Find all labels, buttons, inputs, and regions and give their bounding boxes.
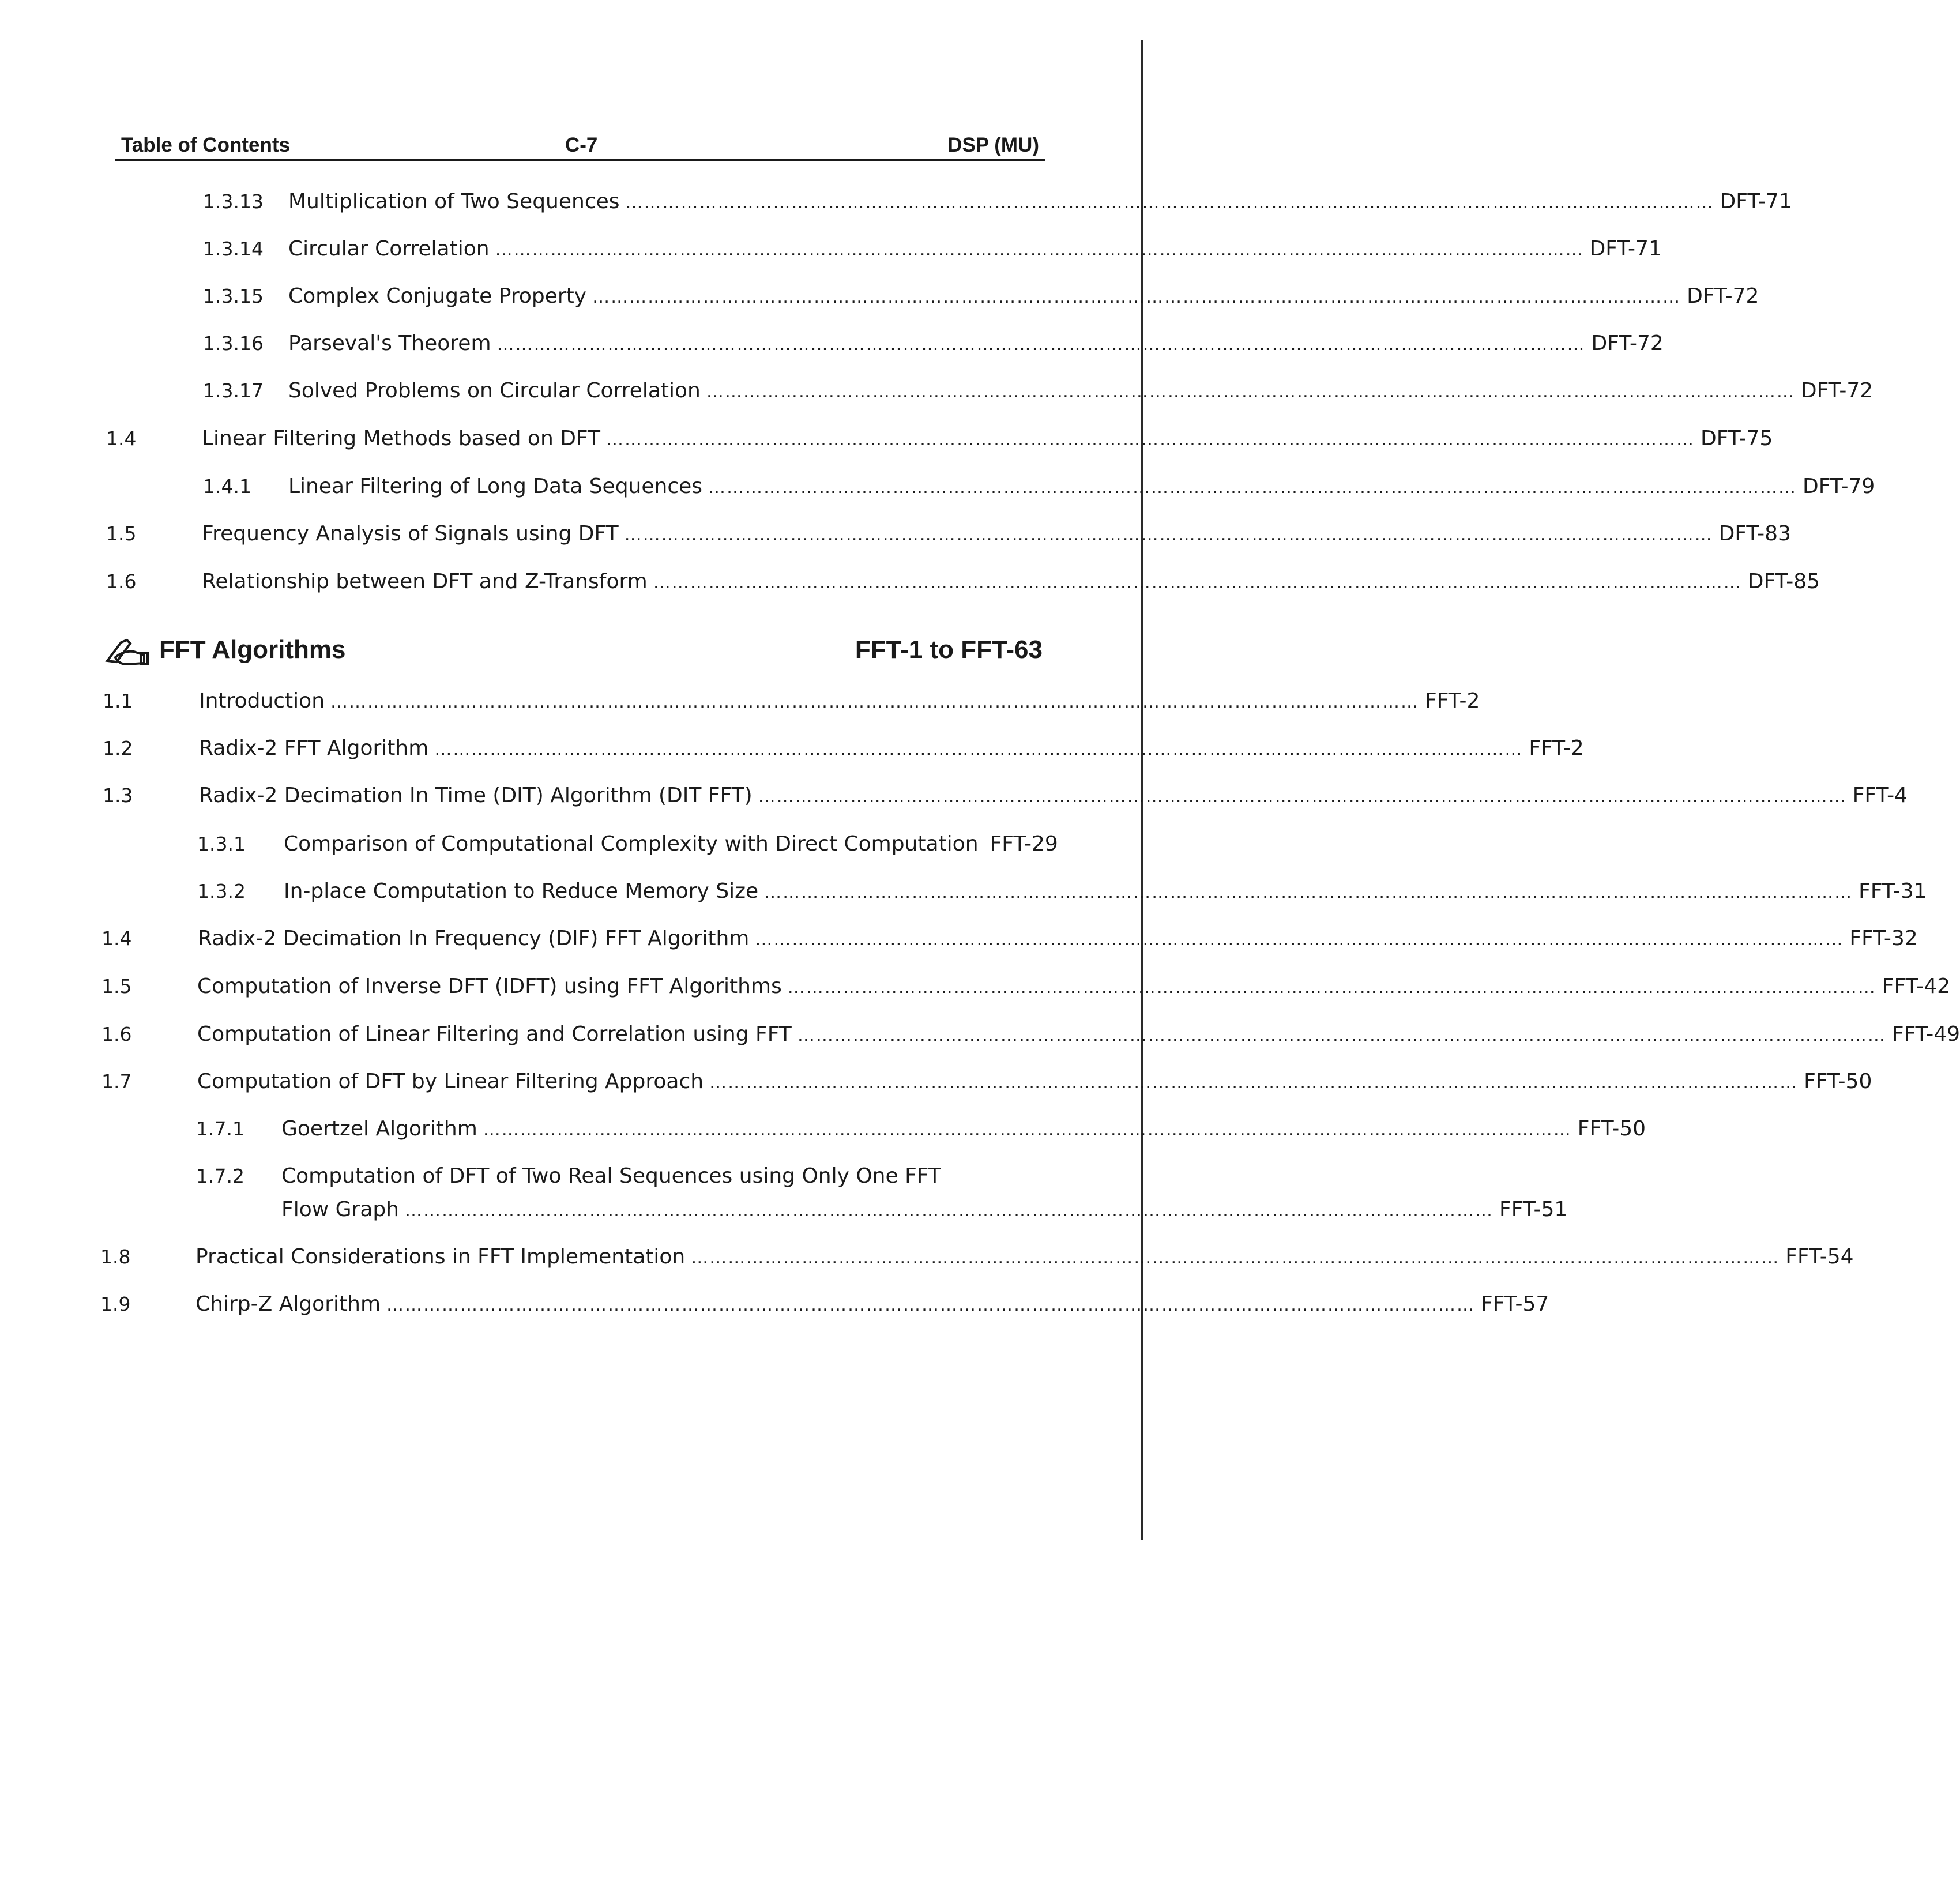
toc-entry-title: Comparison of Computational Complexity with Direct Computation xyxy=(284,832,979,856)
toc-entry-page: FFT-57 xyxy=(1481,1292,1549,1316)
toc-entry-number: 1.5 xyxy=(106,522,137,545)
toc-entry-page: DFT-85 xyxy=(1747,570,1820,593)
toc-entry-number: 1.3.15 xyxy=(203,285,264,307)
toc-entry-title: Radix-2 Decimation In Frequency (DIF) FFT Algorithm xyxy=(198,927,750,950)
toc-entry-title: Radix-2 FFT Algorithm xyxy=(199,736,429,760)
toc-entry-number: 1.2 xyxy=(103,737,133,759)
toc-entry[interactable] xyxy=(288,187,1792,217)
toc-entry-number: 1.1 xyxy=(103,690,133,712)
toc-entry-page: FFT-2 xyxy=(1529,736,1584,760)
toc-entry-number: 1.4 xyxy=(101,927,132,950)
toc-entry-page: DFT-83 xyxy=(1718,522,1791,545)
toc-entry[interactable] xyxy=(199,781,1908,811)
leader-dots: …………………………………………………………………………………………………………………………………………………………… xyxy=(330,692,1420,712)
toc-entry-title: Radix-2 Decimation In Time (DIT) Algorithm (DIT FFT) xyxy=(199,784,753,807)
leader-dots: …………………………………………………………………………………………………………………………………………………………… xyxy=(706,382,1795,402)
toc-entry-page: FFT-54 xyxy=(1785,1245,1854,1269)
toc-entry-page: FFT-50 xyxy=(1577,1117,1646,1141)
toc-entry[interactable] xyxy=(202,519,1791,549)
toc-entry-page: FFT-51 xyxy=(1499,1198,1568,1221)
leader-dots: …………………………………………………………………………………………………………………………………………………………… xyxy=(592,287,1681,307)
leader-dots: …………………………………………………………………………………………………………………………………………………………… xyxy=(691,1248,1780,1268)
toc-entry-number: 1.4.1 xyxy=(203,475,251,498)
toc-entry-title: In-place Computation to Reduce Memory Size xyxy=(284,879,759,903)
leader-dots: …………………………………………………………………………………………………………………………………………………………… xyxy=(386,1295,1476,1315)
toc-entry-title: Linear Filtering of Long Data Sequences xyxy=(288,475,703,498)
toc-entry[interactable] xyxy=(195,1289,1549,1319)
running-header xyxy=(115,129,1045,161)
toc-entry-page: FFT-42 xyxy=(1882,975,1951,998)
toc-entry-page: DFT-72 xyxy=(1800,379,1874,402)
leader-dots: …………………………………………………………………………………………………………………………………………………………… xyxy=(653,573,1742,593)
toc-entry-title: Computation of DFT of Two Real Sequences using Only One FFT xyxy=(281,1164,941,1188)
toc-entry-number: 1.6 xyxy=(101,1023,132,1045)
toc-entry-title: Linear Filtering Methods based on DFT xyxy=(202,427,600,450)
leader-dots: …………………………………………………………………………………………………………………………………………………………… xyxy=(496,334,1586,355)
leader-dots: …………………………………………………………………………………………………………………………………………………………… xyxy=(624,525,1713,545)
toc-entry-title-continued: Flow Graph xyxy=(281,1198,400,1221)
toc-entry-number: 1.3.2 xyxy=(197,880,246,902)
writing-hand-icon xyxy=(104,634,150,667)
toc-entry-title: Computation of DFT by Linear Filtering Approach xyxy=(197,1070,704,1093)
toc-entry-page: FFT-29 xyxy=(990,832,1058,856)
leader-dots: …………………………………………………………………………………………………………………………………………………………… xyxy=(787,977,1876,998)
toc-entry[interactable] xyxy=(288,472,1875,502)
leader-dots: …………………………………………………………………………………………………………………………………………………………… xyxy=(495,240,1584,260)
toc-entry-title: Circular Correlation xyxy=(288,237,490,261)
toc-entry-title: Goertzel Algorithm xyxy=(281,1117,477,1141)
toc-entry[interactable] xyxy=(195,1242,1854,1272)
toc-entry[interactable] xyxy=(288,234,1662,264)
toc-entry-number: 1.7.2 xyxy=(196,1165,244,1187)
toc-entry-title: Practical Considerations in FFT Implementation xyxy=(195,1245,686,1269)
toc-entry[interactable] xyxy=(199,686,1480,716)
toc-entry[interactable] xyxy=(284,876,1927,906)
header-page-label: C-7 xyxy=(565,134,598,156)
toc-entry-number: 1.9 xyxy=(100,1293,131,1315)
toc-entry[interactable] xyxy=(199,733,1584,763)
toc-entry-page: DFT-71 xyxy=(1589,237,1662,261)
toc-entry-title: Parseval's Theorem xyxy=(288,332,491,355)
header-right: DSP (MU) xyxy=(947,134,1039,156)
toc-entry[interactable] xyxy=(197,1067,1872,1097)
toc-entry-title: Introduction xyxy=(199,689,325,713)
chapter-heading[interactable] xyxy=(104,633,1043,670)
chapter-title: FFT Algorithms xyxy=(159,635,346,664)
toc-entry-number: 1.3.1 xyxy=(197,833,246,855)
toc-entry-page: DFT-79 xyxy=(1803,475,1875,498)
leader-dots: …………………………………………………………………………………………………………………………………………………………… xyxy=(434,739,1523,759)
toc-entry[interactable] xyxy=(197,972,1951,1002)
leader-dots: …………………………………………………………………………………………………………………………………………………………… xyxy=(483,1120,1572,1140)
toc-entry[interactable] xyxy=(202,424,1773,454)
leader-dots: …………………………………………………………………………………………………………………………………………………………… xyxy=(764,882,1853,902)
toc-entry[interactable] xyxy=(198,924,1918,954)
toc-entry-number: 1.6 xyxy=(106,570,137,593)
toc-entry-title: Complex Conjugate Property xyxy=(288,284,587,308)
leader-dots: …………………………………………………………………………………………………………………………………………………………… xyxy=(755,930,1844,950)
toc-entry[interactable] xyxy=(281,1195,1568,1225)
toc-entry-number: 1.3.16 xyxy=(203,332,264,355)
toc-entry[interactable] xyxy=(202,567,1820,597)
toc-entry-page: FFT-49 xyxy=(1891,1022,1960,1046)
toc-entry-title: Chirp-Z Algorithm xyxy=(195,1292,381,1316)
toc-entry-number: 1.5 xyxy=(101,975,132,998)
toc-entry-page: DFT-75 xyxy=(1701,427,1773,450)
leader-dots: …………………………………………………………………………………………………………………………………………………………… xyxy=(708,477,1797,498)
leader-dots: …………………………………………………………………………………………………………………………………………………………… xyxy=(625,193,1714,213)
toc-entry-title: Frequency Analysis of Signals using DFT xyxy=(202,522,619,545)
toc-entry-page: FFT-32 xyxy=(1849,927,1918,950)
toc-entry-number: 1.3.13 xyxy=(203,190,264,213)
toc-entry[interactable] xyxy=(284,829,1058,859)
toc-entry-title: Solved Problems on Circular Correlation xyxy=(288,379,701,402)
toc-entry-page: DFT-72 xyxy=(1687,284,1759,308)
toc-entry-title: Multiplication of Two Sequences xyxy=(288,190,620,213)
toc-entry-page: FFT-31 xyxy=(1859,879,1927,903)
toc-entry-page: FFT-4 xyxy=(1852,784,1908,807)
toc-entry-title: Computation of Linear Filtering and Correlation using FFT xyxy=(197,1022,792,1046)
toc-entry-title: Relationship between DFT and Z-Transform xyxy=(202,570,648,593)
toc-entry-number: 1.3.14 xyxy=(203,238,264,260)
chapter-page-range: FFT-1 to FFT-63 xyxy=(855,635,1043,664)
toc-entry-number: 1.4 xyxy=(106,427,137,450)
toc-entry-page: DFT-72 xyxy=(1591,332,1664,355)
toc-entry[interactable] xyxy=(288,281,1759,311)
toc-entry[interactable] xyxy=(288,329,1664,359)
toc-entry-page: FFT-50 xyxy=(1804,1070,1872,1093)
toc-entry-page: FFT-2 xyxy=(1425,689,1480,713)
leader-dots: …………………………………………………………………………………………………………………………………………………………… xyxy=(797,1025,1886,1045)
toc-entry[interactable] xyxy=(288,376,1874,406)
toc-entry[interactable] xyxy=(281,1114,1646,1144)
leader-dots: …………………………………………………………………………………………………………………………………………………………… xyxy=(709,1073,1799,1093)
toc-entry[interactable] xyxy=(197,1019,1960,1049)
leader-dots: …………………………………………………………………………………………………………………………………………………………… xyxy=(758,787,1847,807)
header-left: Table of Contents xyxy=(121,134,290,156)
toc-entry-page: DFT-71 xyxy=(1720,190,1792,213)
leader-dots: …………………………………………………………………………………………………………………………………………………………… xyxy=(405,1201,1494,1221)
toc-entry-number: 1.3.17 xyxy=(203,379,264,402)
toc-entry-number: 1.8 xyxy=(100,1246,131,1268)
toc-entry-number: 1.7.1 xyxy=(196,1118,244,1140)
toc-entry-number: 1.7 xyxy=(101,1070,132,1093)
leader-dots: …………………………………………………………………………………………………………………………………………………………… xyxy=(606,430,1695,450)
toc-entry-title: Computation of Inverse DFT (IDFT) using FFT Algorithms xyxy=(197,975,782,998)
toc-entry-number: 1.3 xyxy=(103,784,133,807)
